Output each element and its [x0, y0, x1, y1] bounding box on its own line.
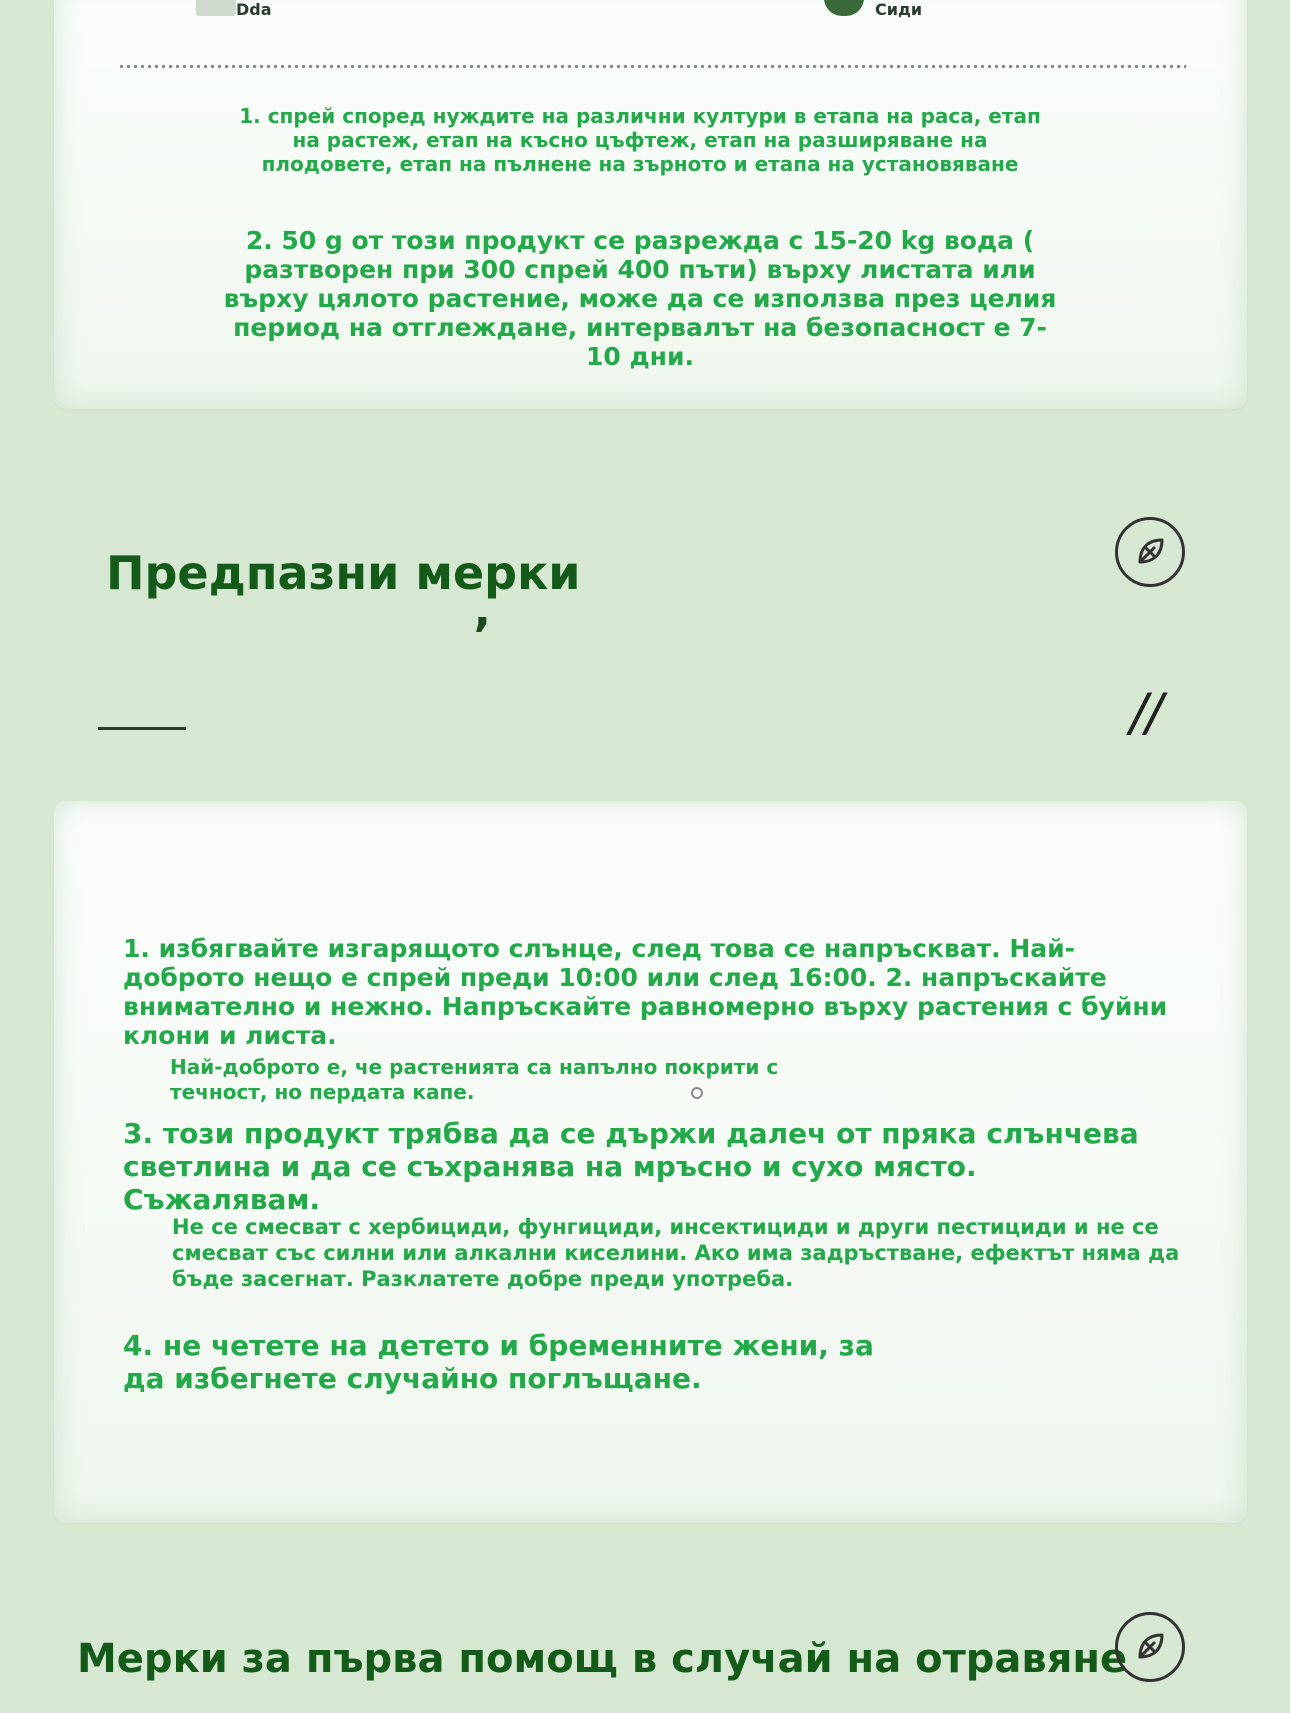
logo-fragment-left [196, 0, 236, 16]
first-aid-title: Мерки за първа помощ в случай на отравяне [77, 1636, 1128, 1682]
usage-item-1: 1. спрей според нуждите на различни култури в етапа на раса, етап на растеж, етап на късно цъфтеж, етап на разширяване на плодовете, етап на пълнене на зърното и етапа на установяване [239, 104, 1041, 176]
top-label-right: Сиди [875, 0, 923, 19]
precaution-item-3: 3. този продукт трябва да се държи далеч от пряка слънчева светлина и да се съхранява на мръсно и сухо място. Съжалявам. [123, 1117, 1139, 1216]
precaution-item-4: 4. не четете на детето и бременните жени, за да избегнете случайно поглъщане. [123, 1329, 874, 1395]
precautions-title: Предпазни мерки [106, 546, 581, 600]
decorative-slashes: // [1130, 683, 1162, 743]
title-underline [98, 727, 186, 730]
precaution-note-2: Не се смесват с хербициди, фунгициди, инсектициди и други пестициди и не се смесват със силни или алкални киселини. Ако има задръстване, ефектът няма да бъде засегнат. Разклатете добре преди употреба. [172, 1215, 1180, 1291]
top-label-left: Dda [236, 0, 272, 19]
precaution-note-1: Най-доброто е, че растенията са напълно покрити с течност, но пердата капе. [170, 1055, 779, 1104]
leaf-icon [1115, 1612, 1185, 1682]
ring-mark [691, 1087, 703, 1099]
decorative-comma: ’ [473, 608, 492, 664]
dotted-divider [118, 64, 1186, 69]
leaf-icon-graphic [1132, 534, 1168, 570]
precaution-item-1: 1. избягвайте изгарящото слънце, след това се напръскват. Най-доброто нещо е спрей преди 10:00 или след 16:00. 2. напръскайте внимателно и нежно. Напръскайте равномерно върху растения с буйни клони и листа. [123, 934, 1168, 1050]
usage-item-2: 2. 50 g от този продукт се разрежда с 15-20 kg вода ( разтворен при 300 спрей 400 пъти) върху листата или върху цялото растение, може да се използва през целия период на отглеждане, интервалът на безопасност е 7-10 дни. [223, 226, 1057, 371]
leaf-icon-graphic [1132, 1629, 1168, 1665]
leaf-icon [1115, 517, 1185, 587]
